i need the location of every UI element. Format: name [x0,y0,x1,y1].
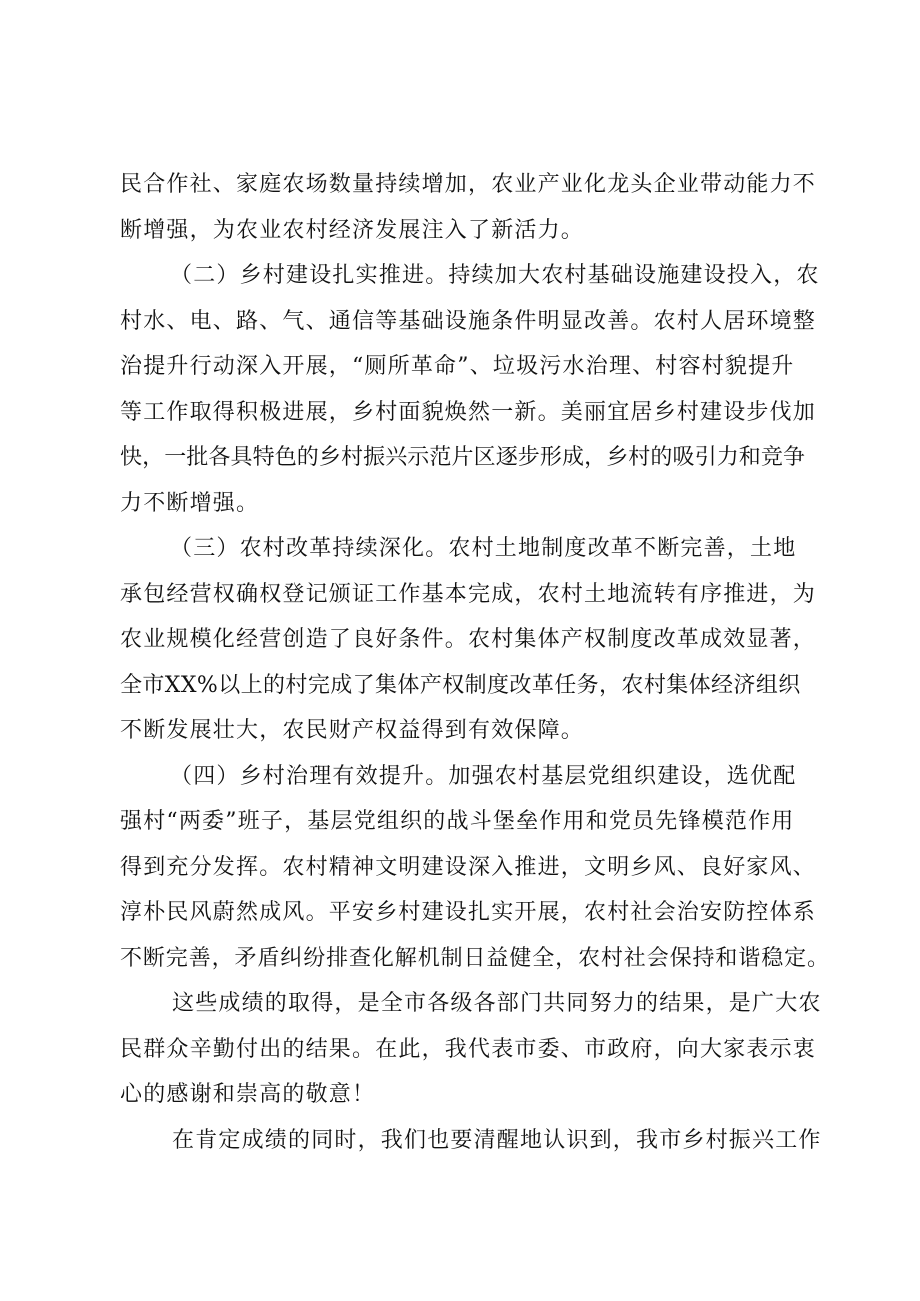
text-line: 承包经营权确权登记颁证工作基本完成，农村土地流转有序推进，为 [120,582,817,607]
text-line: 力不断增强。 [120,491,260,516]
text-line: （二）乡村建设扎实推进。持续加大农村基础设施建设投入，农 [170,263,820,288]
text-line: 在肯定成绩的同时，我们也要清醒地认识到，我市乡村振兴工作 [172,1128,822,1153]
text-line: 不断发展壮大，农民财产权益得到有效保障。 [120,718,585,743]
text-line: 村水、电、路、气、通信等基础设施条件明显改善。农村人居环境整 [120,309,817,334]
text-line: 心的感谢和崇高的敬意！ [120,1082,376,1107]
text-line: 不断完善，矛盾纠纷排查化解机制日益健全，农村社会保持和谐稳定。 [120,946,830,971]
text-line: 农业规模化经营创造了良好条件。农村集体产权制度改革成效显著， [120,627,817,652]
text-line: 全市XX%以上的村完成了集体产权制度改革任务，农村集体经济组织 [120,673,801,698]
text-line: 等工作取得积极进展，乡村面貌焕然一新。美丽宜居乡村建设步伐加 [120,400,817,425]
text-line: 这些成绩的取得，是全市各级各部门共同努力的结果，是广大农 [172,991,822,1016]
text-line: 强村“两委”班子，基层党组织的战斗堡垒作用和党员先锋模范作用 [120,809,795,834]
text-line: （四）乡村治理有效提升。加强农村基层党组织建设，选优配 [170,764,797,789]
text-line: 淳朴民风蔚然成风。平安乡村建设扎实开展，农村社会治安防控体系 [120,900,817,925]
text-line: （三）农村改革持续深化。农村土地制度改革不断完善，土地 [170,536,797,561]
text-line: 快，一批各具特色的乡村振兴示范片区逐步形成，乡村的吸引力和竞争 [120,445,806,470]
text-line: 民群众辛勤付出的结果。在此，我代表市委、市政府，向大家表示衷 [120,1037,817,1062]
text-line: 得到充分发挥。农村精神文明建设深入推进，文明乡风、良好家风、 [120,855,817,880]
text-line: 断增强，为农业农村经济发展注入了新活力。 [120,218,585,243]
text-line: 民合作社、家庭农场数量持续增加，农业产业化龙头企业带动能力不 [120,172,817,197]
text-line: 治提升行动深入开展，“厕所革命”、垃圾污水治理、村容村貌提升 [120,354,795,379]
